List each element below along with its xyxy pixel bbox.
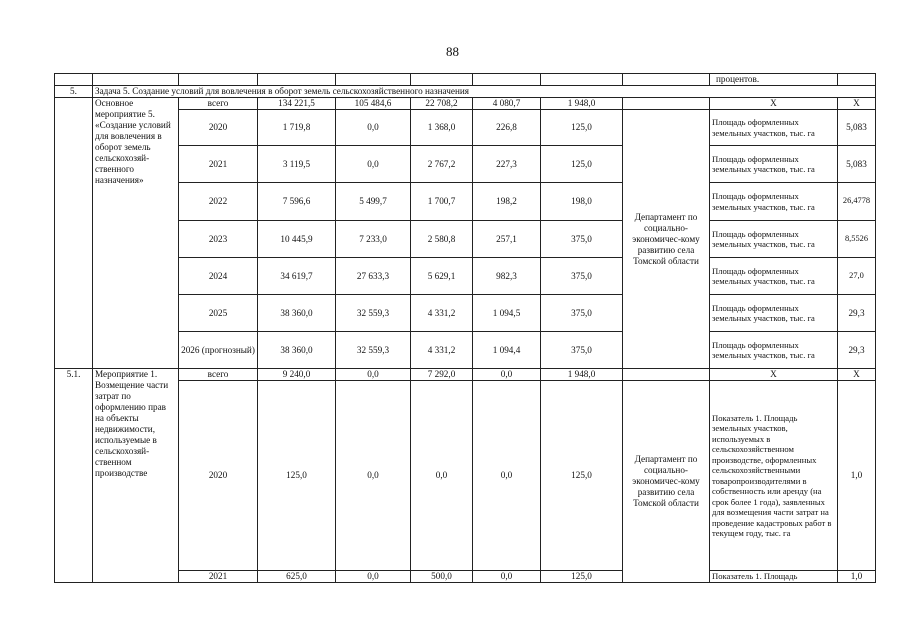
value-cell: 1 948,0 bbox=[541, 98, 623, 110]
measure-year-row bbox=[55, 146, 876, 183]
measure-year-row bbox=[55, 258, 876, 295]
value-cell: 125,0 bbox=[258, 381, 336, 571]
year-cell: 2020 bbox=[179, 110, 258, 146]
indicator-value: X bbox=[838, 369, 876, 381]
indicator-cell: X bbox=[710, 98, 838, 110]
value-cell: 0,0 bbox=[336, 571, 411, 583]
sub-measure-total-row bbox=[55, 369, 876, 381]
indicator-value: 5,083 bbox=[838, 146, 876, 183]
year-cell: 2022 bbox=[179, 183, 258, 221]
year-cell: 2024 bbox=[179, 258, 258, 295]
value-cell: 227,3 bbox=[473, 146, 541, 183]
value-cell: 0,0 bbox=[473, 571, 541, 583]
value-cell: 982,3 bbox=[473, 258, 541, 295]
year-cell: всего bbox=[179, 98, 258, 110]
indicator-cell: Площадь оформленных земельных участков, тыс. га bbox=[710, 110, 838, 146]
value-cell: 5 629,1 bbox=[411, 258, 473, 295]
value-cell: 32 559,3 bbox=[336, 295, 411, 332]
year-cell: 2023 bbox=[179, 221, 258, 258]
value-cell: 22 708,2 bbox=[411, 98, 473, 110]
value-cell: 32 559,3 bbox=[336, 332, 411, 369]
indicator-cell: процентов. bbox=[710, 74, 838, 86]
value-cell: 375,0 bbox=[541, 221, 623, 258]
indicator-value: 29,3 bbox=[838, 332, 876, 369]
value-cell: 1 094,5 bbox=[473, 295, 541, 332]
indicator-cell: Показатель 1. Площадь земельных участков, используемых в сельскохозяйственном производстве, оформленных сельскохозяйственными товаропроизводителями в собственность или аренду (на срок более 1 года), заявленных для возмещения части затрат на проведение кадастровых работ в текущем году, тыс. га bbox=[710, 381, 838, 571]
value-cell: 375,0 bbox=[541, 332, 623, 369]
value-cell: 226,8 bbox=[473, 110, 541, 146]
value-cell: 0,0 bbox=[336, 146, 411, 183]
value-cell: 2 580,8 bbox=[411, 221, 473, 258]
value-cell: 105 484,6 bbox=[336, 98, 411, 110]
year-cell: 2020 bbox=[179, 381, 258, 571]
page-number: 88 bbox=[446, 44, 459, 59]
year-cell: 2021 bbox=[179, 571, 258, 583]
sub-measure-number: 5.1. bbox=[55, 369, 93, 583]
value-cell: 10 445,9 bbox=[258, 221, 336, 258]
value-cell: 0,0 bbox=[336, 369, 411, 381]
value-cell: 0,0 bbox=[336, 110, 411, 146]
value-cell: 4 331,2 bbox=[411, 295, 473, 332]
value-cell: 375,0 bbox=[541, 258, 623, 295]
sub-measure-year-row bbox=[55, 381, 876, 571]
indicator-value: 1,0 bbox=[838, 381, 876, 571]
year-cell: всего bbox=[179, 369, 258, 381]
value-cell: 1 368,0 bbox=[411, 110, 473, 146]
value-cell: 7 596,6 bbox=[258, 183, 336, 221]
value-cell: 125,0 bbox=[541, 381, 623, 571]
value-cell: 198,0 bbox=[541, 183, 623, 221]
value-cell: 5 499,7 bbox=[336, 183, 411, 221]
indicator-cell: Площадь оформленных земельных участков, тыс. га bbox=[710, 183, 838, 221]
indicator-value: X bbox=[838, 98, 876, 110]
value-cell: 34 619,7 bbox=[258, 258, 336, 295]
executor-cell: Департамент по социально-экономичес-кому развитию села Томской области bbox=[623, 381, 710, 583]
value-cell: 4 080,7 bbox=[473, 98, 541, 110]
year-cell: 2021 bbox=[179, 146, 258, 183]
task-title: Задача 5. Создание условий для вовлечения в оборот земель сельскохозяйственного назначения bbox=[93, 86, 876, 98]
value-cell: 27 633,3 bbox=[336, 258, 411, 295]
indicator-value: 5,083 bbox=[838, 110, 876, 146]
task-number: 5. bbox=[55, 86, 93, 98]
value-cell: 1 094,4 bbox=[473, 332, 541, 369]
value-cell: 0,0 bbox=[336, 381, 411, 571]
indicator-cell: Площадь оформленных земельных участков, тыс. га bbox=[710, 221, 838, 258]
value-cell: 125,0 bbox=[541, 571, 623, 583]
indicator-value: 27,0 bbox=[838, 258, 876, 295]
indicator-cell: Площадь оформленных земельных участков, тыс. га bbox=[710, 146, 838, 183]
value-cell: 500,0 bbox=[411, 571, 473, 583]
value-cell: 125,0 bbox=[541, 110, 623, 146]
value-cell: 38 360,0 bbox=[258, 295, 336, 332]
value-cell: 7 292,0 bbox=[411, 369, 473, 381]
measure-year-row bbox=[55, 221, 876, 258]
measure-year-row bbox=[55, 183, 876, 221]
indicator-value: 8,5526 bbox=[838, 221, 876, 258]
value-cell: 0,0 bbox=[411, 381, 473, 571]
value-cell: 375,0 bbox=[541, 295, 623, 332]
value-cell: 198,2 bbox=[473, 183, 541, 221]
program-table bbox=[54, 73, 876, 583]
value-cell: 9 240,0 bbox=[258, 369, 336, 381]
indicator-value: 29,3 bbox=[838, 295, 876, 332]
value-cell: 1 719,8 bbox=[258, 110, 336, 146]
executor-cell: Департамент по социально-экономичес-кому развитию села Томской области bbox=[623, 110, 710, 369]
measure-year-row bbox=[55, 295, 876, 332]
sub-measure-year-row bbox=[55, 571, 876, 583]
indicator-value: 1,0 bbox=[838, 571, 876, 583]
measure-year-row bbox=[55, 332, 876, 369]
value-cell: 625,0 bbox=[258, 571, 336, 583]
value-cell: 1 948,0 bbox=[541, 369, 623, 381]
indicator-value: 26,4778 bbox=[838, 183, 876, 221]
value-cell: 3 119,5 bbox=[258, 146, 336, 183]
measure-total-row bbox=[55, 98, 876, 110]
indicator-cell: Площадь оформленных земельных участков, тыс. га bbox=[710, 295, 838, 332]
value-cell: 134 221,5 bbox=[258, 98, 336, 110]
measure-name: Основное мероприятие 5. «Создание условий для вовлечения в оборот земель сельскохозяй-ственного назначения» bbox=[93, 98, 179, 369]
value-cell: 38 360,0 bbox=[258, 332, 336, 369]
value-cell: 1 700,7 bbox=[411, 183, 473, 221]
value-cell: 0,0 bbox=[473, 369, 541, 381]
value-cell: 125,0 bbox=[541, 146, 623, 183]
value-cell: 7 233,0 bbox=[336, 221, 411, 258]
task-row bbox=[55, 86, 876, 98]
measure-year-row bbox=[55, 110, 876, 146]
value-cell: 4 331,2 bbox=[411, 332, 473, 369]
year-cell: 2025 bbox=[179, 295, 258, 332]
value-cell: 257,1 bbox=[473, 221, 541, 258]
indicator-cell: Площадь оформленных земельных участков, тыс. га bbox=[710, 332, 838, 369]
indicator-cell: Площадь оформленных земельных участков, тыс. га bbox=[710, 258, 838, 295]
continuation-row bbox=[55, 74, 876, 86]
year-cell: 2026 (прогнозный) bbox=[179, 332, 258, 369]
value-cell: 2 767,2 bbox=[411, 146, 473, 183]
indicator-cell: X bbox=[710, 369, 838, 381]
indicator-cell: Показатель 1. Площадь bbox=[710, 571, 838, 583]
sub-measure-name: Мероприятие 1. Возмещение части затрат по оформлению прав на объекты недвижимости, используемые в сельскохозяй-ственном производстве bbox=[93, 369, 179, 583]
value-cell: 0,0 bbox=[473, 381, 541, 571]
